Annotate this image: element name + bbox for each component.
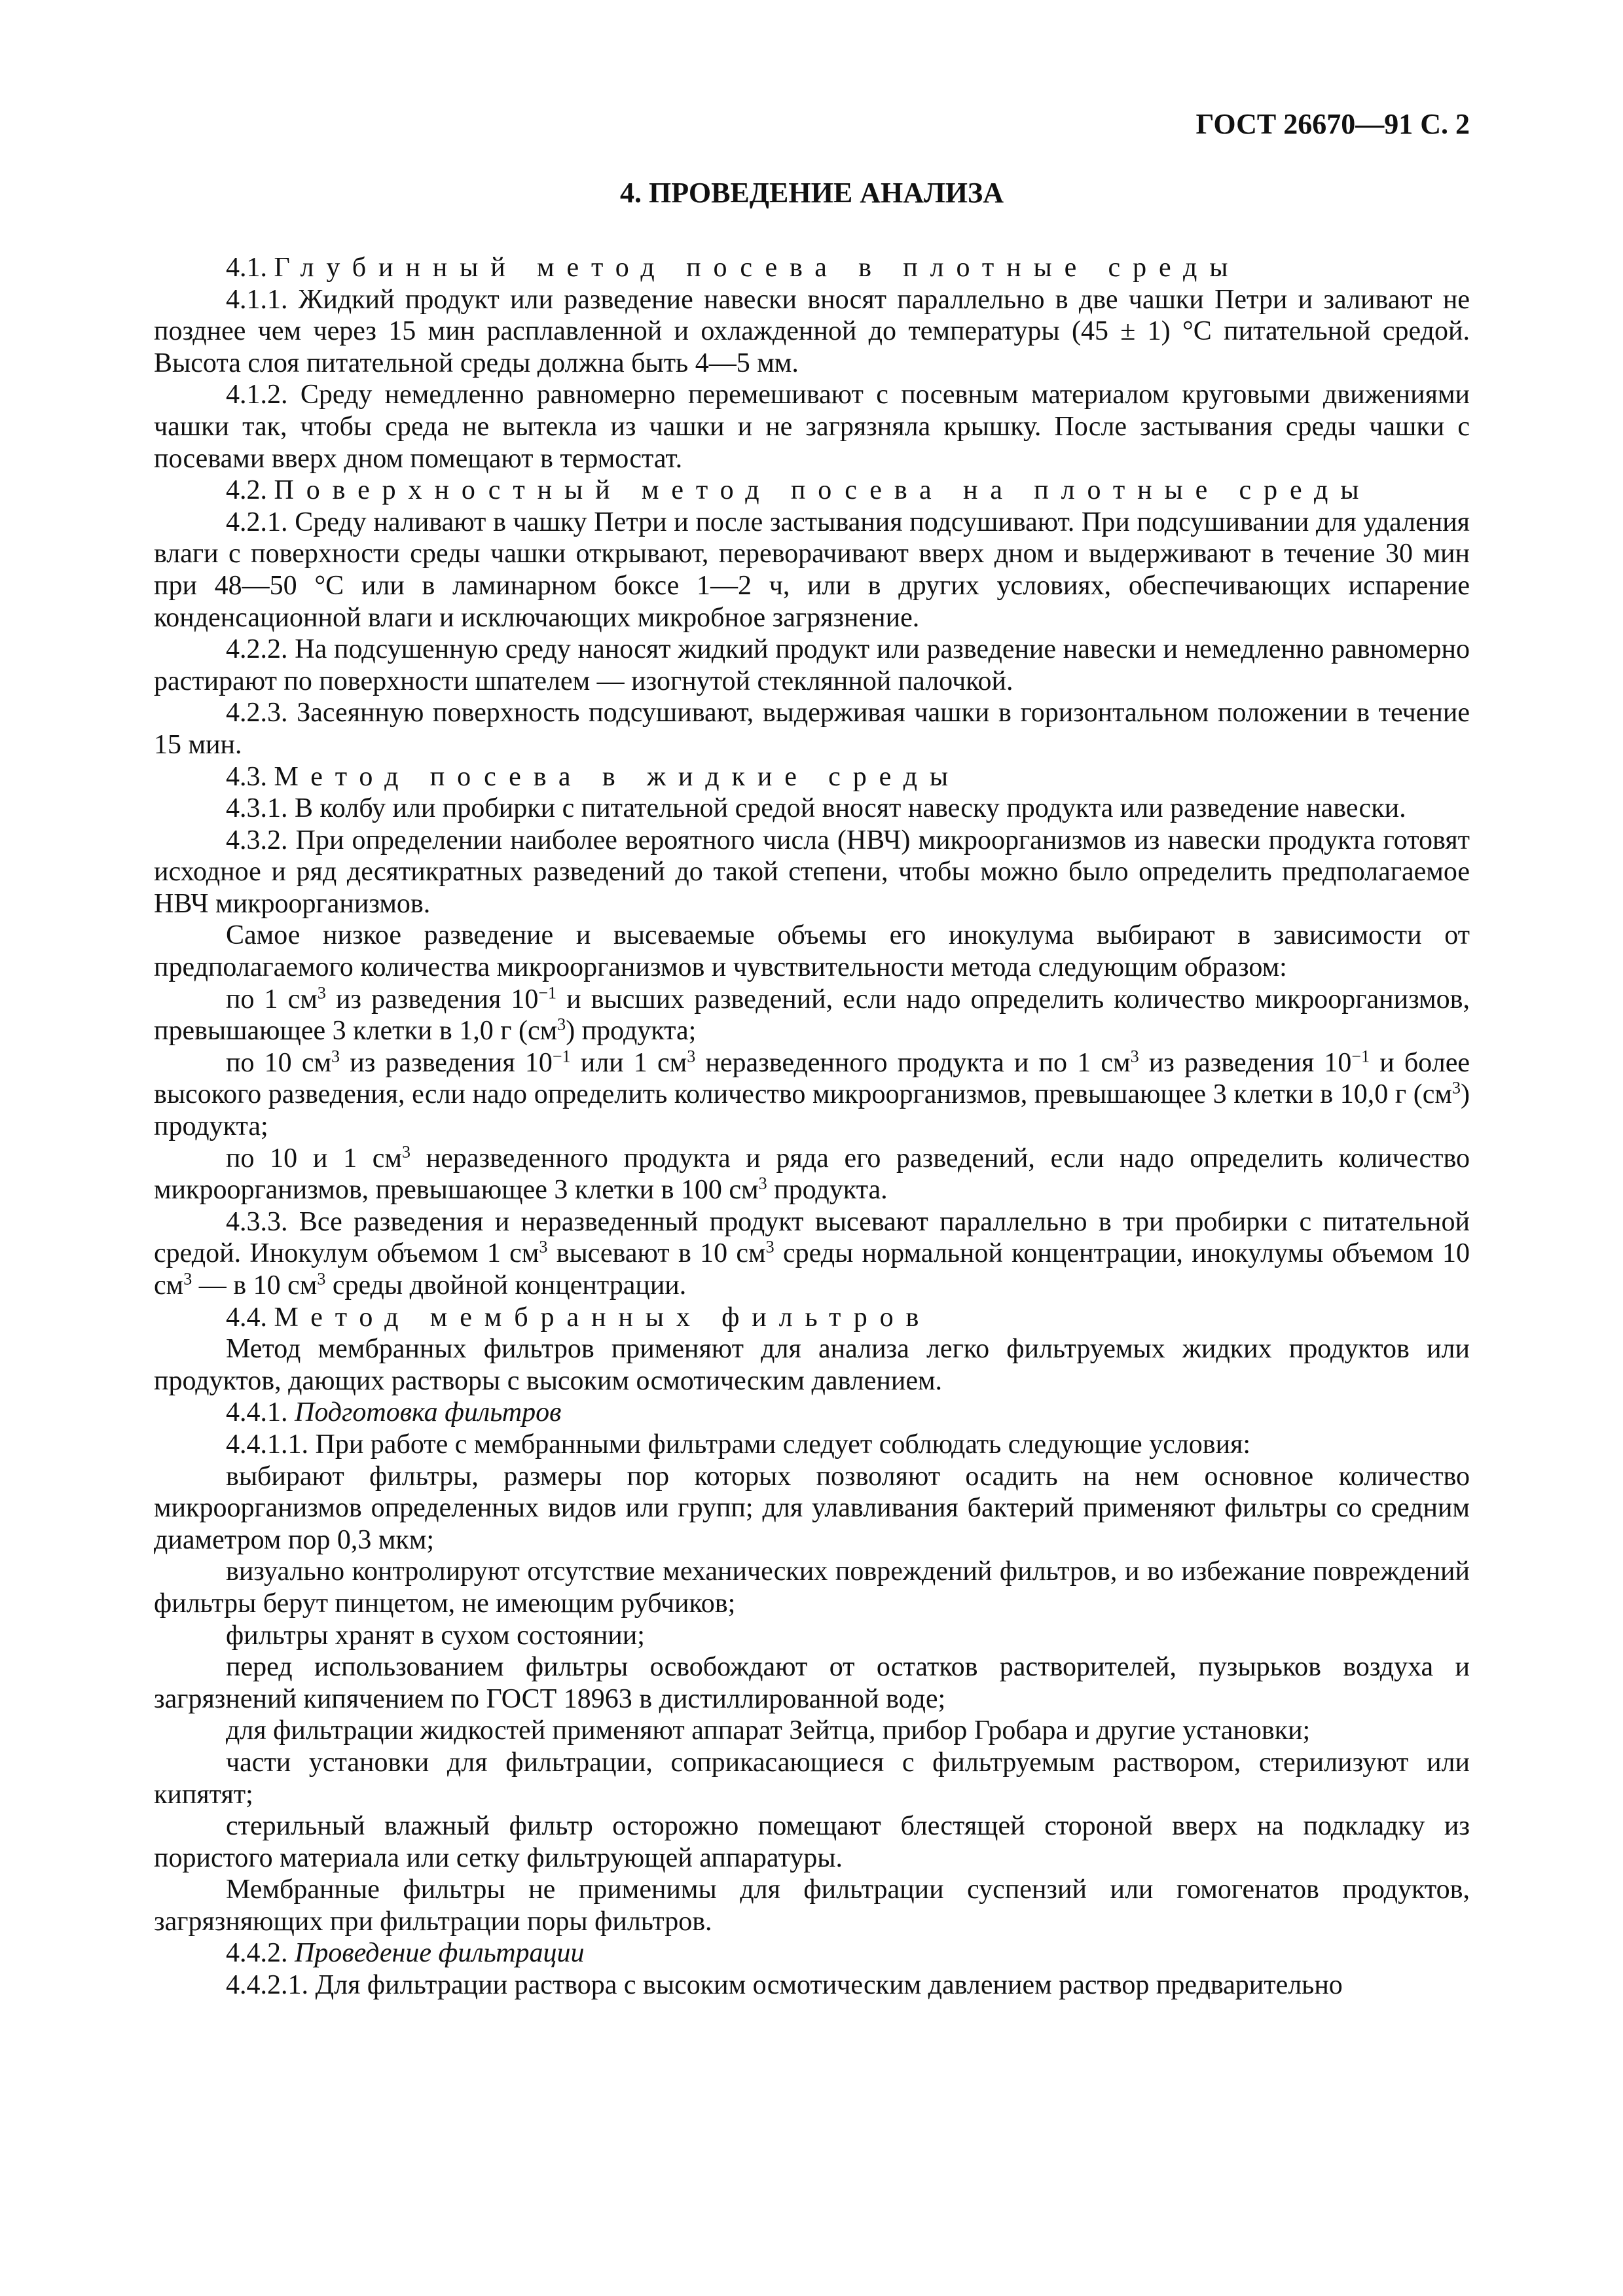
condition-item-4: перед использованием фильтры освобождают от остатков растворителей, пузырьков воздуха и загрязнений кипячением по ГОСТ 18963 в дистиллированной воде; (154, 1652, 1470, 1714)
paragraph-4-2-3: 4.2.3. Засеянную поверхность подсушивают, выдерживая чашки в горизонтальном положении в течение 15 мин. (154, 698, 1470, 760)
list-item-dilution-2: по 10 $см^3$ из разведения $10^{-1}$ или 1 $см^3$ неразведенного продукта и по 1 $см^3$ из разведения $10^{-1}$ и более высокого разведения, если надо определить количество микроорганизмов, превышающее 3 клетки в 10,0 г $(см^3)$ продукта; (154, 1047, 1470, 1142)
list-item-dilution-3: по 10 и 1 $см^3$ неразведенного продукта и ряда его разведений, если надо определить количество микроорганизмов, превышающее 3 клетки в 100 $см^3$ продукта. (154, 1142, 1470, 1206)
paragraph-4-4-1-1: 4.4.1.1. При работе с мембранными фильтрами следует соблюдать следующие условия: (226, 1429, 1251, 1460)
paragraph-4-1-1: 4.1.1. Жидкий продукт или разведение навески вносят параллельно в две чашки Петри и заливают не позднее чем через 15 мин расплавленной и охлажденной до температуры (45 ± 1) °С питательной средой. Высота слоя питательной среды должна быть 4—5 мм. (154, 284, 1470, 378)
subsection-heading-4-2: 4.2. Поверхностный метод посева на плотные среды (226, 475, 1372, 506)
paragraph-4-2-1: 4.2.1. Среду наливают в чашку Петри и после застывания подсушивают. При подсушивании для удаления влаги с поверхности среды чашки открывают, переворачивают вверх дном и выдерживают в течение 30 мин при 48—50 °С или в ламинарном боксе 1—2 ч, или в других условиях, обеспечивающих испарение конденсационной влаги и исключающих микробное загрязнение. (154, 507, 1470, 633)
condition-item-3: фильтры хранят в сухом состоянии; (226, 1620, 645, 1651)
subsection-heading-4-1: 4.1. Глубинный метод посева в плотные среды (226, 253, 1241, 283)
list-item-dilution-1: по 1 $см^3$ из разведения $10^{-1}$ и высших разведений, если надо определить количество микроорганизмов, превышающее 3 клетки в 1,0 г $(см^3)$ продукта; (154, 983, 1470, 1047)
subsection-heading-4-3: 4.3. Метод посева в жидкие среды (226, 761, 960, 792)
subsection-heading-4-4-2: 4.4.2. Проведение фильтрации (226, 1938, 585, 1969)
paragraph-4-3-2: 4.3.2. При определении наиболее вероятного числа (НВЧ) микроорганизмов из навески продукта готовят исходное и ряд десятикратных разведений до такой степени, чтобы можно было определить предполагаемое НВЧ микроорганизмов. (154, 825, 1470, 919)
condition-item-6: части установки для фильтрации, соприкасающиеся с фильтруемым раствором, стерилизуют или кипятят; (154, 1747, 1470, 1810)
body-text (154, 252, 1470, 2001)
paragraph-4-2-2: 4.2.2. На подсушенную среду наносят жидкий продукт или разведение навески и немедленно равномерно растирают по поверхности шпателем — изогнутой стеклянной палочкой. (154, 634, 1470, 696)
condition-item-5: для фильтрации жидкостей применяют аппарат Зейтца, прибор Гробара и другие установки; (226, 1715, 1311, 1746)
paragraph-4-3-1: 4.3.1. В колбу или пробирки с питательной средой вносят навеску продукта или разведение навески. (226, 793, 1406, 824)
condition-item-7: стерильный влажный фильтр осторожно помещают блестящей стороной вверх на подкладку из пористого материала или сетку фильтрующей аппаратуры. (154, 1811, 1470, 1873)
running-head: ГОСТ 26670—91 С. 2 (1195, 108, 1470, 140)
section-title: 4. ПРОВЕДЕНИЕ АНАЛИЗА (620, 177, 1004, 209)
paragraph-4-3-3: 4.3.3. Все разведения и неразведенный продукт высевают параллельно в три пробирки с питательной средой. Инокулум объемом 1 $см^3$ высевают в 10 $см^3$ среды нормальной концентрации, инокулумы объемом 10 $см^3$ — в 10 $см^3$ среды двойной концентрации. (154, 1206, 1470, 1300)
paragraph-4-4-b: Мембранные фильтры не применимы для фильтрации суспензий или гомогенатов продуктов, загрязняющих при фильтрации поры фильтров. (154, 1874, 1470, 1937)
subsection-heading-4-4-1: 4.4.1. Подготовка фильтров (226, 1397, 562, 1428)
condition-item-1: выбирают фильтры, размеры пор которых позволяют осадить на нем основное количество микроорганизмов определенных видов или групп; для улавливания бактерий применяют фильтры со средним диаметром пор 0,3 мкм; (154, 1461, 1470, 1555)
paragraph-4-4: Метод мембранных фильтров применяют для анализа легко фильтруемых жидких продуктов или продуктов, дающих растворы с высоким осмотическим давлением. (154, 1334, 1470, 1396)
condition-item-2: визуально контролируют отсутствие механических повреждений фильтров, и во избежание повреждений фильтры берут пинцетом, не имеющим рубчиков; (154, 1556, 1470, 1619)
paragraph-4-3-2-b: Самое низкое разведение и высеваемые объемы его инокулума выбирают в зависимости от предполагаемого количества микроорганизмов и чувствительности метода следующим образом: (154, 920, 1470, 983)
subsection-heading-4-4: 4.4. Метод мембранных фильтров (226, 1302, 932, 1333)
paragraph-4-1-2: 4.1.2. Среду немедленно равномерно перемешивают с посевным материалом круговыми движениями чашки так, чтобы среда не вытекла из чашки и не загрязняла крышку. После застывания среды чашки с посевами вверх дном помещают в термостат. (154, 380, 1470, 474)
paragraph-4-4-2-1: 4.4.2.1. Для фильтрации раствора с высоким осмотическим давлением раствор предварительно (226, 1970, 1343, 2001)
